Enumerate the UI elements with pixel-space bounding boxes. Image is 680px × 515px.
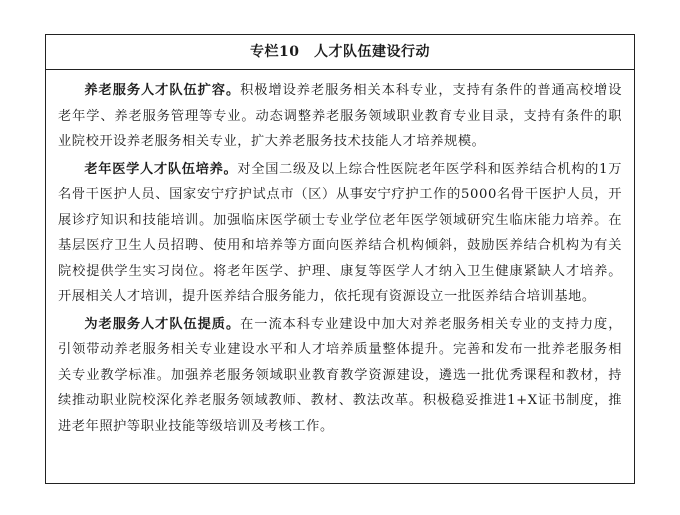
paragraph-body: 积极增设养老服务相关本科专业，支持有条件的普通高校增设老年学、养老服务管理等专业。动态调整养老服务领域职业教育专业目录，支持有条件的职业院校开设养老服务相关专业，扩大养老服务技术技能人才培养规模。 — [58, 83, 622, 149]
paragraph-lead: 为老服务人才队伍提质。 — [84, 316, 241, 332]
paragraph-lead: 老年医学人才队伍培养。 — [84, 161, 238, 177]
paragraph-geriatric-training — [58, 157, 622, 310]
paragraph-body: 对全国二级及以上综合性医院老年医学科和医养结合机构的1万名骨干医护人员、国家安宁疗护试点市（区）从事安宁疗护工作的5000名骨干医护人员，开展诊疗知识和技能培训。加强临床医学硕士专业学位老年医学领域研究生临床能力培养。在基层医疗卫生人员招聘、使用和培养等方面向医养结合机构倾斜，鼓励医养结合机构为有关院校提供学生实习岗位。将老年医学、护理、康复等医学人才纳入卫生健康紧缺人才培养。开展相关人才培训，提升医养结合服务能力，依托现有资源设立一批医养结合培训基地。 — [58, 161, 622, 304]
column-box — [45, 34, 635, 484]
paragraph-talent-expansion — [58, 78, 622, 155]
paragraph-quality-improvement — [58, 312, 622, 440]
column-title: 专栏10 人才队伍建设行动 — [46, 35, 634, 70]
paragraph-body: 在一流本科专业建设中加大对养老服务相关专业的支持力度，引领带动养老服务相关专业建设水平和人才培养质量整体提升。完善和发布一批养老服务相关专业教学标准。加强养老服务领域职业教育教学资源建设，遴选一批优秀课程和教材，持续推动职业院校深化养老服务领域教师、教材、教法改革。积极稳妥推进1+X证书制度，推进老年照护等职业技能等级培训及考核工作。 — [58, 316, 622, 434]
column-content — [46, 70, 634, 439]
paragraph-lead: 养老服务人才队伍扩容。 — [84, 83, 241, 98]
